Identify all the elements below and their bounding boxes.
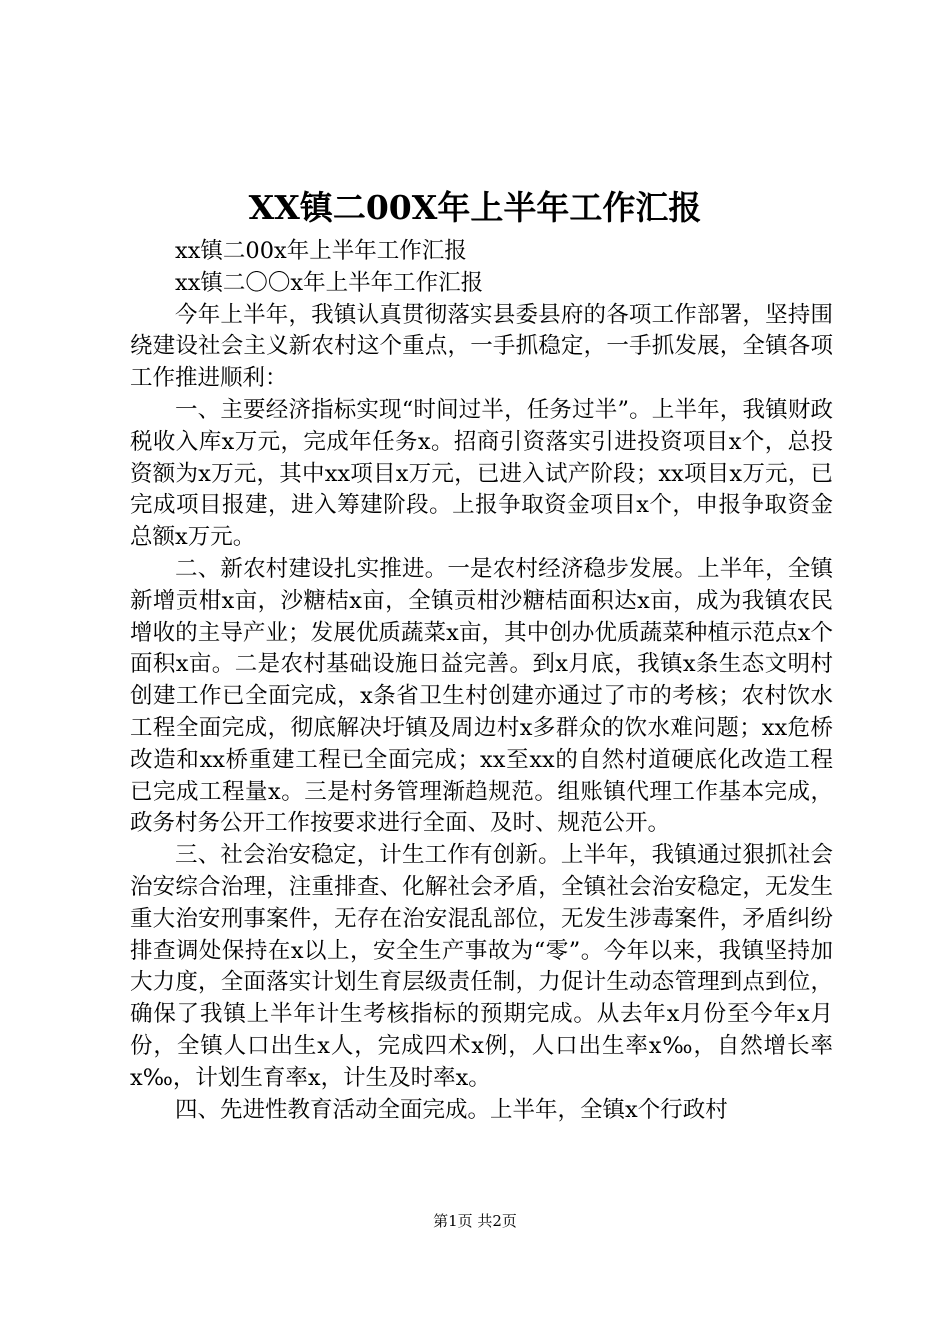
intro-paragraph: 今年上半年，我镇认真贯彻落实县委县府的各项工作部署，坚持围绕建设社会主义新农村这个重点，一手抓稳定，一手抓发展，全镇各项工作推进顺利：	[130, 301, 833, 392]
section-education-paragraph: 四、先进性教育活动全面完成。上半年，全镇x个行政村	[175, 1096, 728, 1123]
page-number: 第1页 共2页	[433, 1212, 517, 1230]
section-economy-paragraph: 一、主要经济指标实现“时间过半，任务过半”。上半年，我镇财政税收入库x万元，完成年任务x。招商引资落实引进投资项目x个，总投资额为x万元，其中xx项目x万元，已进入试产阶段；xx项目x万元，已完成项目报建，进入筹建阶段。上报争取资金项目x个，申报争取资金总额x万元。	[130, 396, 833, 551]
subtitle-line: xx镇二00x年上半年工作汇报	[175, 238, 467, 264]
subtitle-line: xx镇二〇〇x年上半年工作汇报	[175, 269, 484, 296]
section-security-paragraph: 三、社会治安稳定，计生工作有创新。上半年，我镇通过狠抓社会治安综合治理，注重排查、化解社会矛盾，全镇社会治安稳定，无发生重大治安刑事案件，无存在治安混乱部位，无发生涉毒案件，矛盾纠纷排查调处保持在x以上，安全生产事故为“零”。今年以来，我镇坚持加大力度，全面落实计划生育层级责任制，力促计生动态管理到点到位，确保了我镇上半年计生考核指标的预期完成。从去年x月份至今年x月份，全镇人口出生x人，完成四术x例，人口出生率x‰，自然增长率x‰，计划生育率x，计生及时率x。	[130, 842, 833, 1091]
document-title: XX镇二00X年上半年工作汇报	[248, 188, 702, 227]
section-rural-paragraph: 二、新农村建设扎实推进。一是农村经济稳步发展。上半年，全镇新增贡柑x亩，沙糖桔x亩，全镇贡柑沙糖桔面积达x亩，成为我镇农民增收的主导产业；发展优质蔬菜x亩，其中创办优质蔬菜种植示范点x个面积x亩。二是农村基础设施日益完善。到x月底，我镇x条生态文明村创建工作已全面完成，x条省卫生村创建亦通过了市的考核；农村饮水工程全面完成，彻底解决圩镇及周边村x多群众的饮水难问题；xx危桥改造和xx桥重建工程已全面完成；xx至xx的自然村道硬底化改造工程已完成工程量x。三是村务管理渐趋规范。组账镇代理工作基本完成，政务村务公开工作按要求进行全面、及时、规范公开。	[130, 555, 833, 837]
document-body	[130, 236, 833, 1126]
